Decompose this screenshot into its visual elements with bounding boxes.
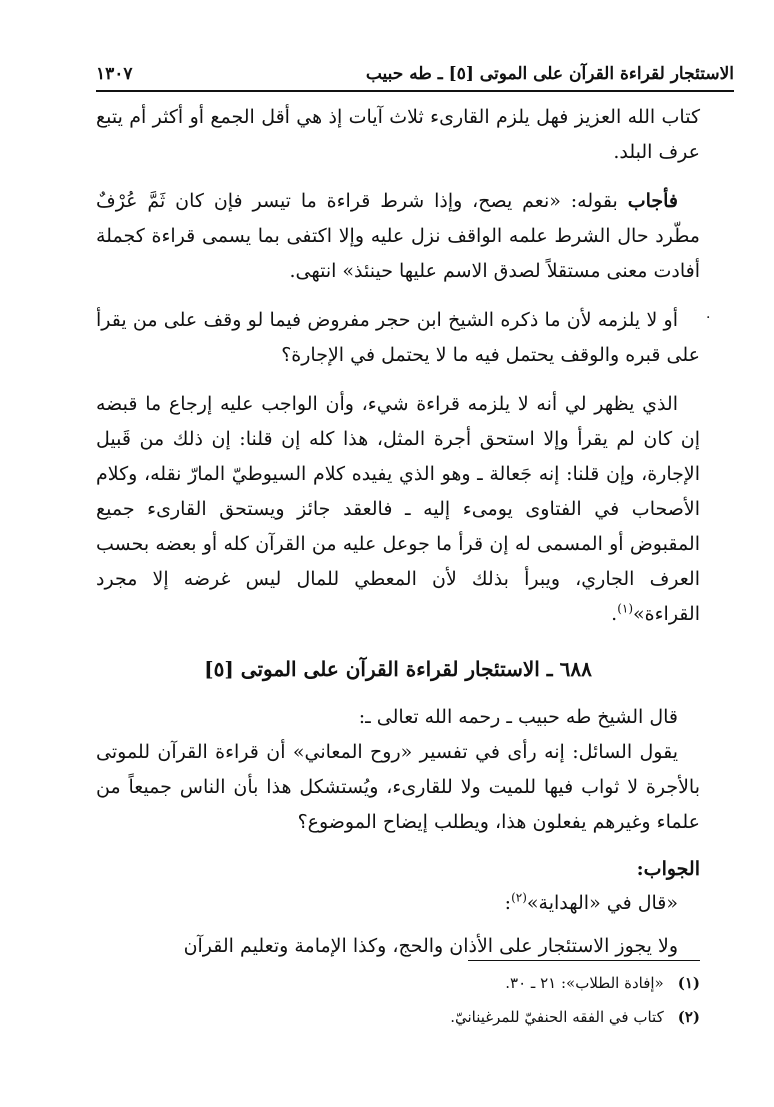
- footnote-ref-1[interactable]: (١): [617, 601, 634, 616]
- page-body: [96, 100, 700, 978]
- footnote-ref-2[interactable]: (٢): [511, 890, 527, 905]
- section-intro: قال الشيخ طه حبيب ـ رحمه الله تعالى ـ:: [358, 706, 678, 728]
- page-number: ١٣٠٧: [96, 64, 133, 84]
- quote-colon: :: [504, 892, 512, 914]
- footnote-1: [96, 966, 700, 1000]
- answer-last-line: ولا يجوز الاستئجار على الأذان والحج، وكذا الإمامة وتعليم القرآن: [183, 935, 678, 957]
- paragraph-question: أو لا يلزمه لأن ما ذكره الشيخ ابن حجر مفروض فيما لو وقف على من يقرأ على قبره والوقف يحتمل فيه ما لا يحتمل في الإجارة؟: [96, 309, 700, 366]
- running-title: الاستئجار لقراءة القرآن على الموتى [٥] ـ طه حبيب: [365, 64, 734, 84]
- footnote-number: (١): [677, 974, 700, 992]
- footnote-number: (٢): [677, 1008, 700, 1026]
- answer-quote-text: بقوله: «نعم يصح، وإذا شرط قراءة ما تيسر فإن كان ثَمَّ عُرْفٌ مطّرد حال الشرط علمه الواقف نزل عليه وإلا اكتفى بما يسمى قراءة كجملة أفادت معنى مستقلاً لصدق الاسم عليها حينئذ» انتهى.: [96, 190, 700, 282]
- footnote-2: [96, 1000, 700, 1034]
- footnotes: [96, 966, 700, 1034]
- paragraph-answer-quote: [96, 184, 700, 289]
- section-heading: ٦٨٨ ـ الاستئجار لقراءة القرآن على الموتى [٥]: [204, 657, 592, 681]
- answer-quote-intro: [96, 886, 700, 921]
- paragraph-continuation: كتاب الله العزيز فهل يلزم القارىء ثلاث آيات إذ هي أقل الجمع أو أكثر أم يتبع عرف البلد.: [96, 106, 700, 163]
- answer-lead-word: فأجاب: [627, 190, 678, 212]
- quote-open: «قال في «الهداية»: [526, 892, 678, 914]
- stray-mark: ·: [706, 310, 711, 326]
- paragraph-opinion: [96, 387, 700, 632]
- running-header: [96, 50, 734, 92]
- footnote-text: «إفادة الطلاب»: ٢١ ـ ٣٠.: [505, 974, 664, 992]
- footnote-text: كتاب في الفقه الحنفيّ للمرغينانيّ.: [450, 1008, 664, 1026]
- footnote-divider: [468, 960, 700, 961]
- answer-label: الجواب:: [636, 858, 700, 880]
- opinion-end: .: [611, 603, 618, 625]
- section-question: يقول السائل: إنه رأى في تفسير «روح المعاني» أن قراءة القرآن للموتى بالأجرة لا ثواب فيها للميت ولا للقارىء، ويُستشكل هذا بأن الناس جميعاً من علماء وغيرهم يفعلون هذا، ويطلب إيضاح الموضوع؟: [96, 741, 700, 833]
- opinion-text: الذي يظهر لي أنه لا يلزمه قراءة شيء، وأن الواجب عليه إرجاع ما قبضه إن كان لم يقرأ وإلا استحق أجرة المثل، هذا كله إن قلنا: إن ذلك من قَبيل الإجارة، وإن قلنا: إنه جَعالة ـ وهو الذي يفيده كلام السيوطيّ المارّ نقله، وكلام الأصحاب في الفتاوى يومىء إليه ـ فالعقد جائز ويستحق القارىء جميع المقبوض أو المسمى له إن قرأ ما جوعل عليه من القرآن كله أو بعضه بحسب العرف الجاري، ويبرأ بذلك لأن المعطي للمال ليس غرضه إلا مجرد القراءة»: [96, 393, 701, 625]
